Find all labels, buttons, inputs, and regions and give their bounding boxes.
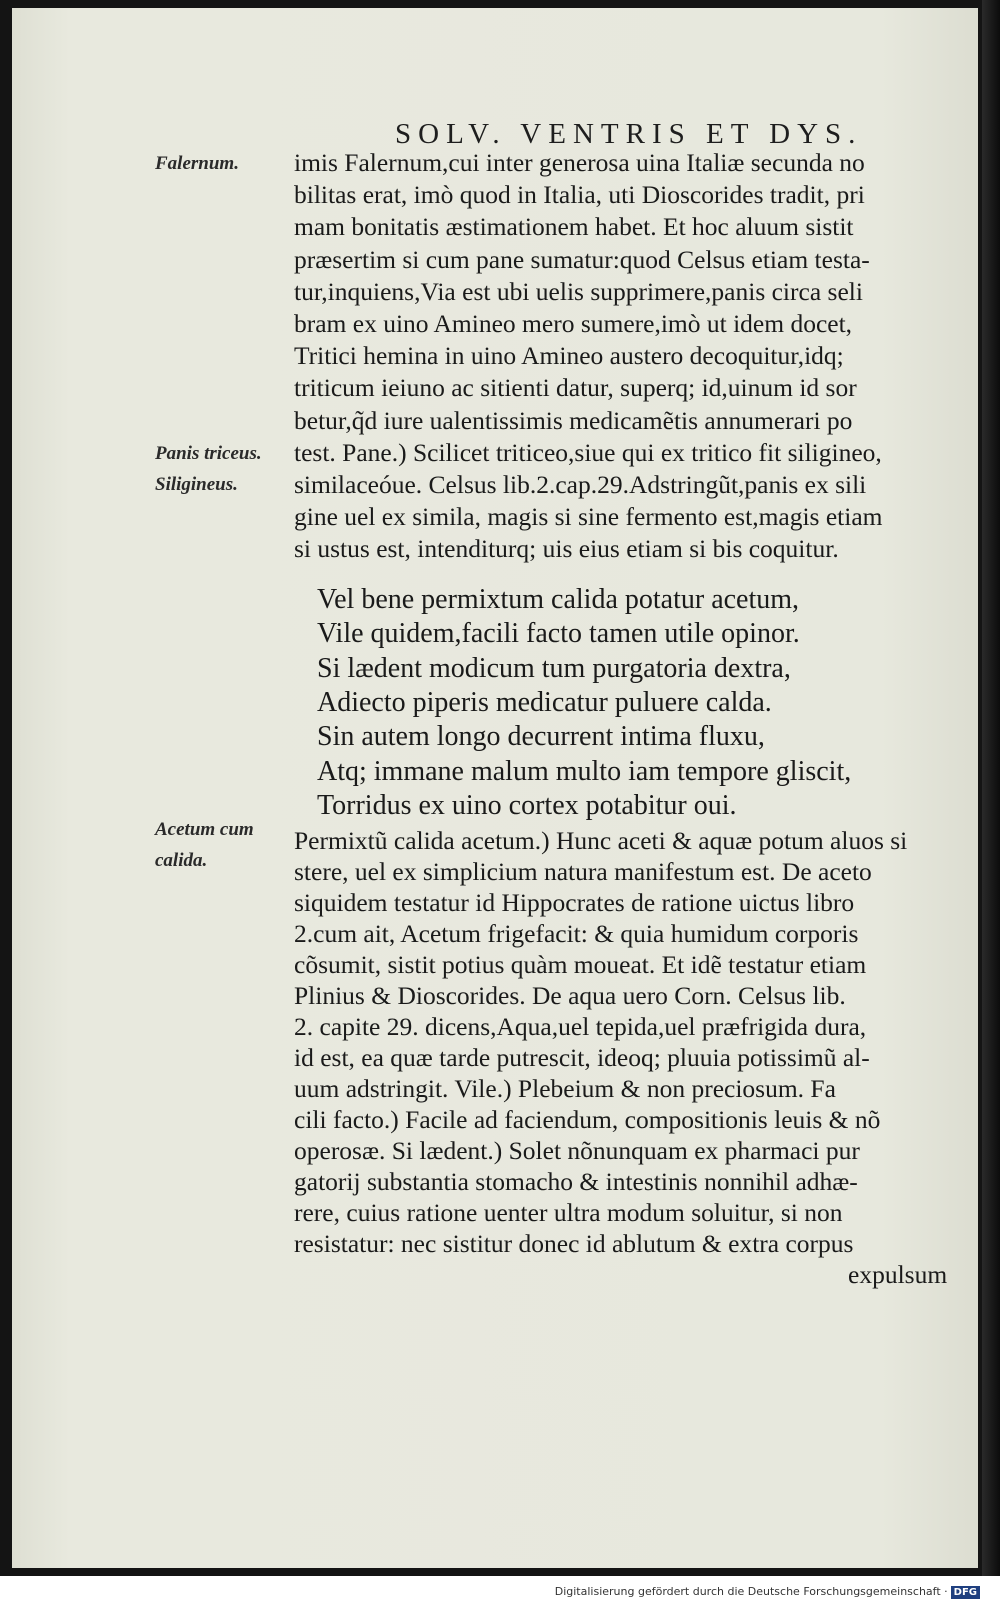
text-line: mam bonitatis æstimationem habet. Et hoc aluum sistit <box>294 212 854 242</box>
verse-line: Vel bene permixtum calida potatur acetum, <box>317 584 800 615</box>
text-line: cõsumit, sistit potius quàm moueat. Et idẽ testatur etiam <box>294 950 867 979</box>
text-line: Plinius & Dioscorides. De aqua uero Corn. Celsus lib. <box>294 981 846 1010</box>
text-line: operosæ. Si lædent.) Solet nõnunquam ex pharmaci pur <box>294 1136 860 1165</box>
dfg-logo: DFG <box>951 1586 980 1599</box>
text-line: siquidem testatur id Hippocrates de ratione uictus libro <box>294 888 855 917</box>
text-line: Tritici hemina in uino Amineo austero decoquitur,idq; <box>294 341 844 371</box>
margin-note-panis: Panis triceus. <box>155 443 262 464</box>
verse-line: Si lædent modicum tum purgatoria dextra, <box>317 652 791 684</box>
text-line: stere, uel ex simplicium natura manifestum est. De aceto <box>294 857 872 886</box>
running-head: SOLV. VENTRIS ET DYS. <box>395 118 863 150</box>
text-line: triticum ieiuno ac sitienti datur, superq; id,uinum id sor <box>294 373 857 403</box>
text-line: similaceóue. Celsus lib.2.cap.29.Adstringũt,panis ex sili <box>294 470 867 499</box>
text-line: præsertim si cum pane sumatur:quod Celsus etiam testa- <box>294 244 870 274</box>
text-line: uum adstringit. Vile.) Plebeium & non preciosum. Fa <box>294 1074 836 1103</box>
verse-line: Torridus ex uino cortex potabitur oui. <box>317 789 737 821</box>
margin-note-falernum: Falernum. <box>155 153 239 174</box>
text-line: gatorij substantia stomacho & intestinis nonnihil adhæ- <box>294 1167 858 1196</box>
text-line: 2.cum ait, Acetum frigefacit: & quia humidum corporis <box>294 919 859 948</box>
text-line: rere, cuius ratione uenter ultra modum soluitur, si non <box>294 1198 843 1227</box>
text-line: betur,q̃d iure ualentissimis medicamẽtis annumerari po <box>294 405 853 435</box>
book-edge <box>982 0 1000 1576</box>
text-line: si ustus est, intenditurq; uis eius etiam si bis coquitur. <box>294 534 839 564</box>
margin-note-siligineus: Siligineus. <box>155 474 238 495</box>
margin-note-acetum: Acetum cum <box>155 819 254 840</box>
text-line: bilitas erat, imò quod in Italia, uti Dioscorides tradit, pri <box>294 180 865 210</box>
digitization-credit <box>555 1585 980 1599</box>
margin-note-calida: calida. <box>155 850 208 871</box>
book-page <box>12 8 978 1568</box>
verse-line: Atq; immane malum multo iam tempore gliscit, <box>317 755 852 787</box>
text-line: cili facto.) Facile ad faciendum, compositionis leuis & nõ <box>294 1105 881 1134</box>
text-line: id est, ea quæ tarde putrescit, ideoq; pluuia potissimũ al- <box>294 1043 870 1072</box>
text-line: test. Pane.) Scilicet triticeo,siue qui ex tritico fit siligineo, <box>294 437 882 467</box>
verse-line: Adiecto piperis medicatur puluere calda. <box>317 686 772 718</box>
verse-line: Vile quidem,facili facto tamen utile opinor. <box>317 618 800 650</box>
catchword: expulsum <box>848 1260 948 1289</box>
text-line: bram ex uino Amineo mero sumere,imò ut idem docet, <box>294 309 853 338</box>
text-line: resistatur: nec sistitur donec id ablutum & extra corpus <box>294 1229 854 1258</box>
verse-line: Sin autem longo decurrent intima fluxu, <box>317 721 765 753</box>
text-line: imis Falernum,cui inter generosa uina Italiæ secunda no <box>294 148 865 177</box>
credit-text: Digitalisierung gefördert durch die Deutsche Forschungsgemeinschaft · <box>554 1585 948 1598</box>
text-line: tur,inquiens,Via est ubi uelis supprimere,panis circa seli <box>294 276 863 306</box>
text-line: Permixtũ calida acetum.) Hunc aceti & aquæ potum aluos si <box>294 826 908 855</box>
text-line: gine uel ex simila, magis si sine fermento est,magis etiam <box>294 502 883 532</box>
text-line: 2. capite 29. dicens,Aqua,uel tepida,uel præfrigida dura, <box>294 1012 867 1041</box>
